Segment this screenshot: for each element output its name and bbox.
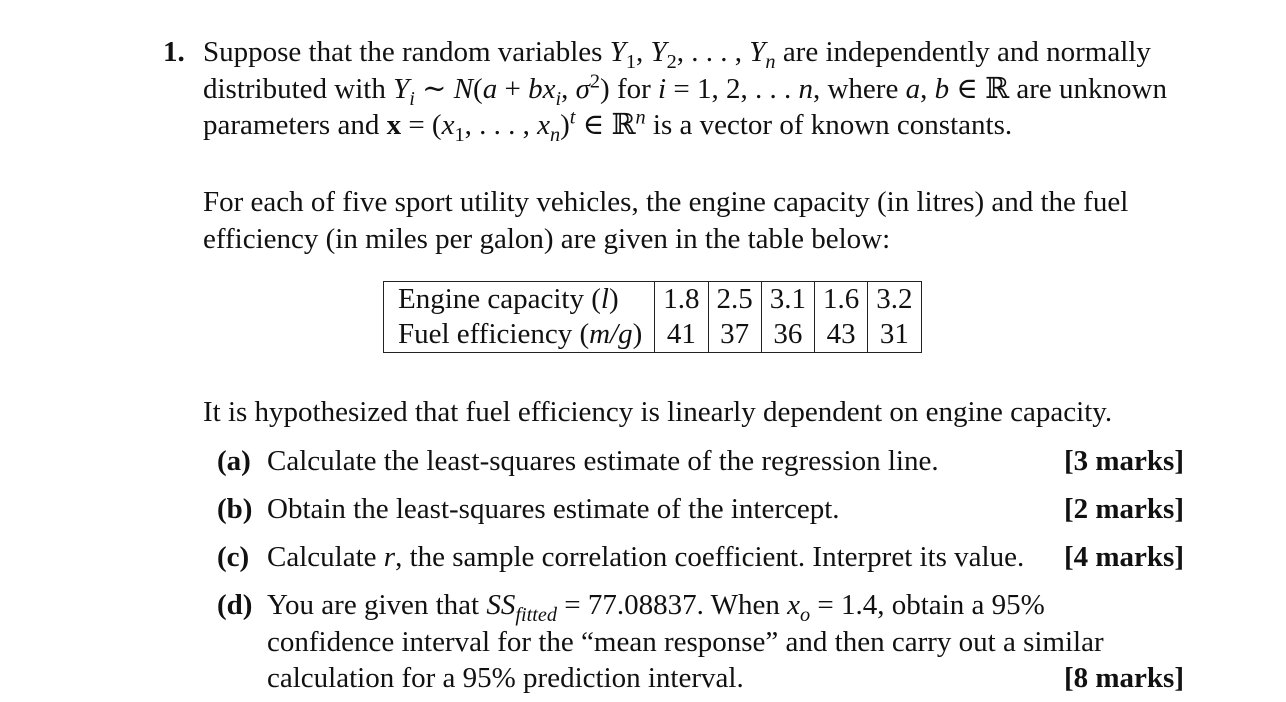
table-cell: 1.6	[815, 282, 868, 318]
vehicle-data-table	[383, 281, 922, 353]
context-paragraph: For each of five sport utility vehicles, the engine capacity (in litres) and the fuel efficiency (in miles per galon) are given in the table below:	[203, 186, 1129, 255]
part-label: (b)	[217, 493, 253, 525]
table-row-engine-capacity	[384, 282, 922, 318]
part-label: (c)	[217, 541, 250, 573]
table-cell: 2.5	[708, 282, 761, 318]
part-marks: [3 marks]	[1063, 445, 1184, 477]
part-marks: [8 marks]	[1063, 662, 1184, 694]
table-row-fuel-efficiency	[384, 317, 922, 353]
part-marks: [4 marks]	[1063, 541, 1184, 573]
table-cell: 3.1	[761, 282, 814, 318]
part-label: (d)	[217, 589, 253, 621]
question-intro: Suppose that the random variables $Y_1$, $Y_2$, . . . , $Y_n$ are independently and normally distributed with $Y_i$ ∼ $N(a + bx_i$, $\sigma^2$) for i = 1, 2, . . . n, where a, b ∈ ℝ are unknown parameters and $x = (x_1$, . . . , $x_n)^t$ ∈ ℝ$^n$ is a vector of known constants.	[203, 36, 1167, 146]
table-cell: 31	[868, 317, 921, 353]
part-text: Obtain the least-squares estimate of the intercept.	[267, 493, 840, 525]
part-text: Calculate the least-squares estimate of the regression line.	[267, 445, 939, 477]
question-number: 1.	[163, 36, 185, 68]
table-cell: 36	[761, 317, 814, 353]
part-text: Calculate r, the sample correlation coefficient. Interpret its value.	[267, 541, 1025, 573]
table-cell: 41	[655, 317, 708, 353]
table-cell: 37	[708, 317, 761, 353]
row-label-fuel-efficiency: Fuel efficiency (m/g)	[398, 318, 643, 350]
table-cell: 3.2	[868, 282, 921, 318]
row-label-engine-capacity: Engine capacity (l)	[398, 283, 619, 315]
table-cell: 1.8	[655, 282, 708, 318]
table-cell: 43	[815, 317, 868, 353]
part-text: You are given that $SS_{fitted} = 77.08837$. When $x_o = 1.4$, obtain a 95% confidence interval for the “mean response” and then carry out a similar calculation for a 95% prediction interval.	[267, 589, 1104, 694]
part-label: (a)	[217, 445, 251, 477]
part-marks: [2 marks]	[1063, 493, 1184, 525]
hypothesis-text: It is hypothesized that fuel efficiency is linearly dependent on engine capacity.	[203, 396, 1113, 428]
